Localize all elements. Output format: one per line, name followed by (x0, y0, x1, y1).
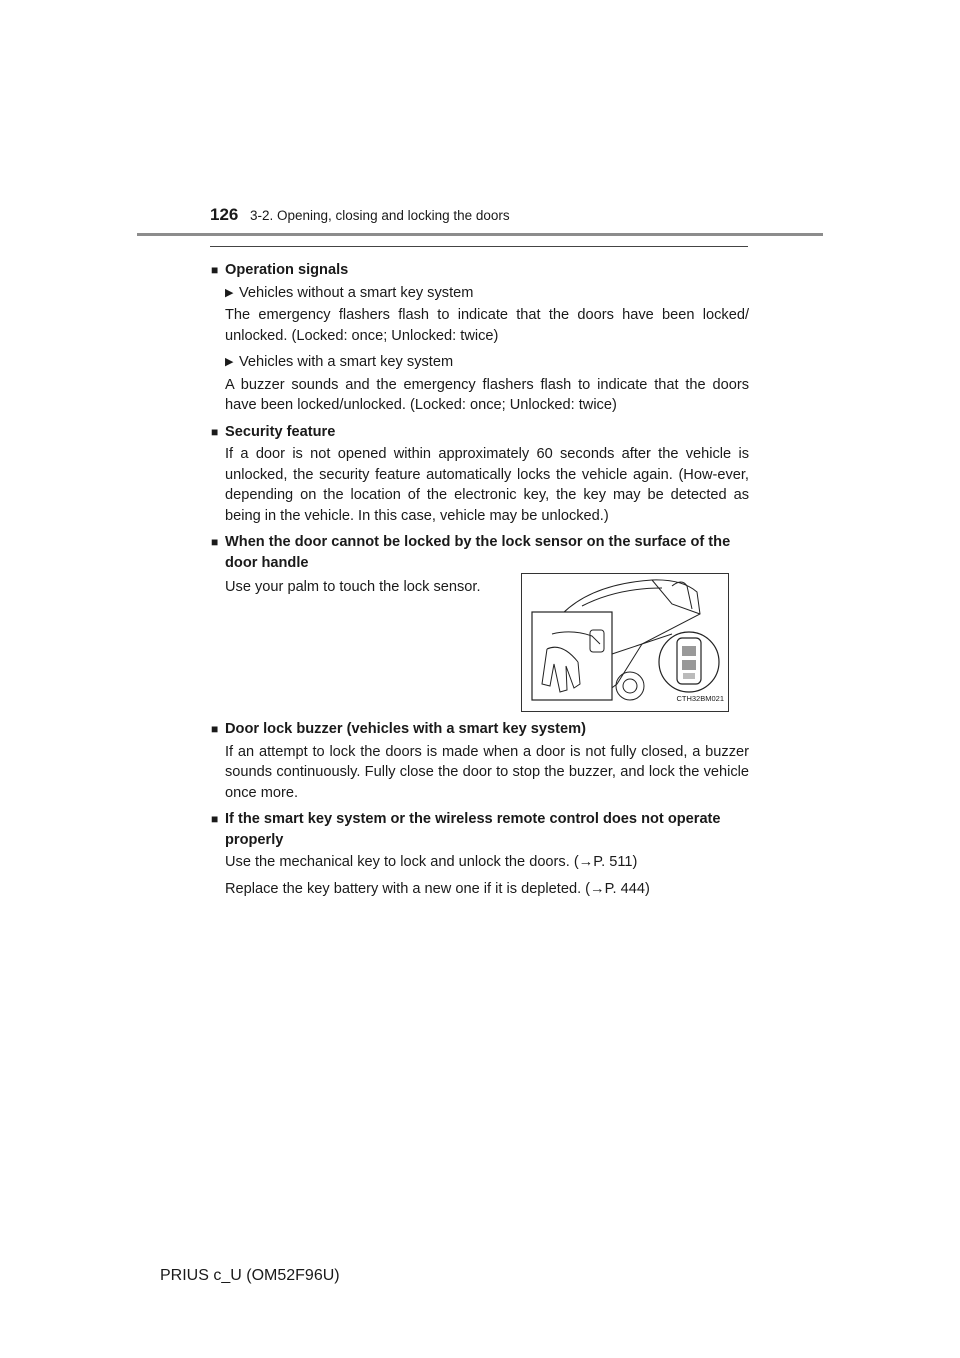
paragraph-with-smart-key: A buzzer sounds and the emergency flashers flash to indicate that the doors have been locked/unlocked. (Locked: once; Unlocked: twice) (225, 376, 749, 413)
header-rule (137, 233, 823, 236)
subheading-label: Vehicles without a smart key system (239, 284, 474, 301)
heading-security-feature: ■ Security feature (211, 422, 749, 443)
paragraph-without-smart-key: The emergency flashers flash to indicate that the doors have been locked/ unlocked. (Locked: once; Unlocked: twice) (225, 307, 749, 344)
footer-model: PRIUS c_U (OM52F96U) (160, 1267, 340, 1284)
section-title: 3-2. Opening, closing and locking the doors (250, 208, 510, 223)
paragraph-security-feature: If a door is not opened within approximately 60 seconds after the vehicle is unlocked, the security feature automatically locks the vehicle again. (How-ever, depending on the location of the electronic key, the key may be detected as being in the vehicle. In this case, vehicle may be unlocked.) (225, 446, 749, 524)
heading-lock-sensor: ■ When the door cannot be locked by the lock sensor on the surface of the door handle (211, 532, 749, 573)
subheading-label: Vehicles with a smart key system (239, 354, 454, 370)
lock-sensor-figure-row (211, 573, 749, 713)
figure-code: CTH32BM021 (676, 693, 724, 703)
triangle-bullet-icon: ▶ (225, 356, 234, 368)
subheading-without-smart-key (211, 283, 749, 304)
page-number: 126 (210, 205, 239, 224)
subheading-with-smart-key (211, 352, 749, 373)
paragraph-key-battery: Replace the key battery with a new one if it is depleted. (→P. 444) (225, 880, 650, 897)
paragraph-mechanical-key: Use the mechanical key to lock and unlock the doors. (→P. 511) (225, 854, 638, 870)
lock-sensor-illustration (521, 573, 729, 712)
page-content (211, 256, 749, 899)
heading-door-lock-buzzer: ■ Door lock buzzer (vehicles with a smart key system) (211, 719, 749, 740)
heading-not-operate: ■ If the smart key system or the wireless remote control does not operate properly (211, 809, 749, 850)
paragraph-door-lock-buzzer: If an attempt to lock the doors is made when a door is not fully closed, a buzzer sounds continuously. Fully close the door to stop the buzzer, and lock the vehicle once more. (225, 743, 749, 801)
paragraph-lock-sensor: Use your palm to touch the lock sensor. (225, 579, 481, 595)
content-top-rule (210, 246, 748, 247)
triangle-bullet-icon: ▶ (225, 286, 234, 299)
heading-operation-signals: ■ Operation signals (211, 260, 749, 281)
